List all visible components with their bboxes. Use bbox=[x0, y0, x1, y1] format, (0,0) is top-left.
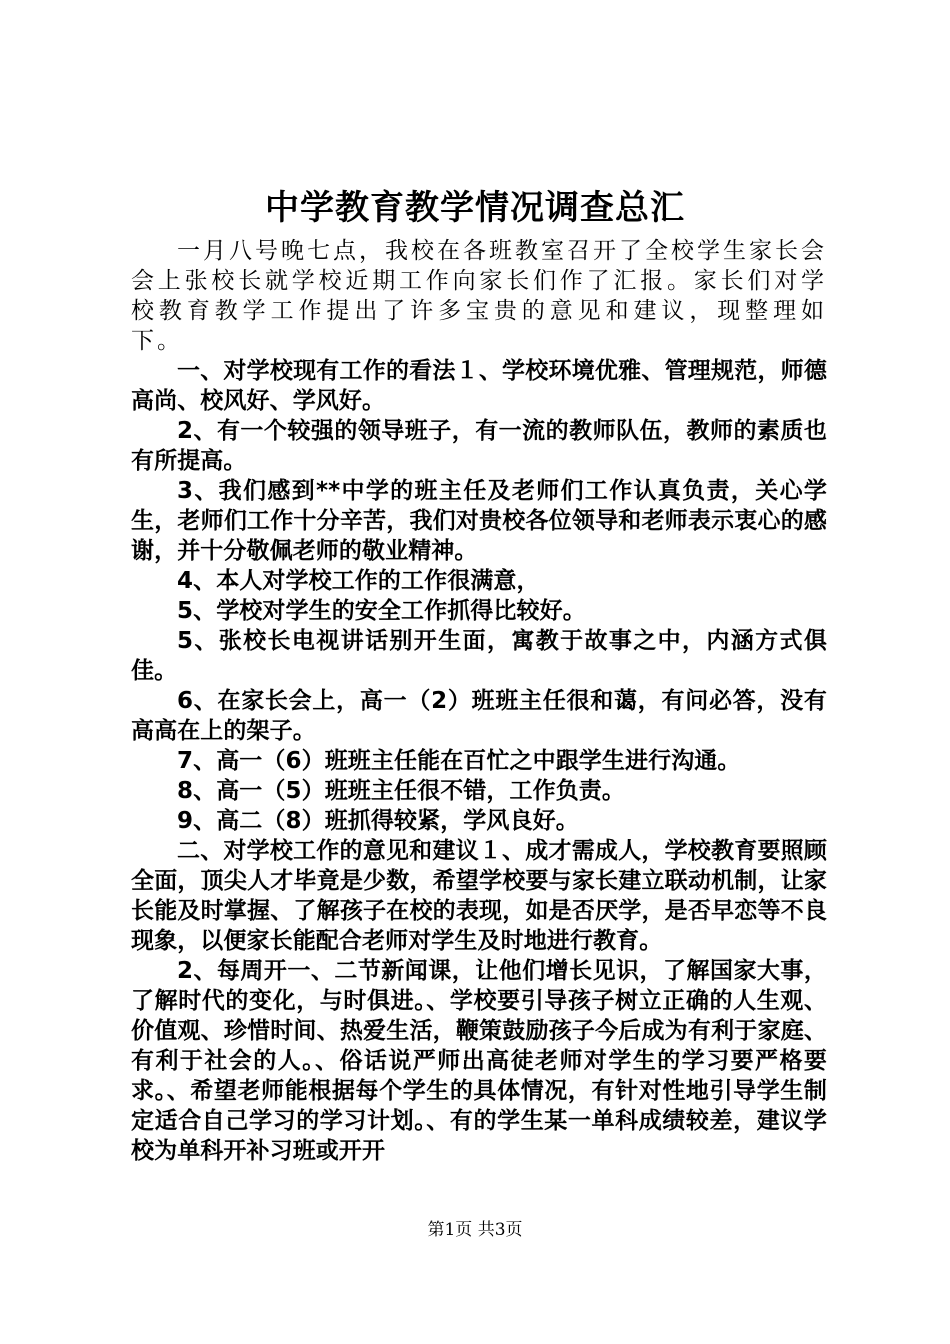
paragraph-item-9: 9、高二（8）班抓得较紧，学风良好。 bbox=[177, 808, 579, 834]
paragraph-section-2-item-2: 2、每周开一、二节新闻课，让他们增长见识，了解国家大事，了解时代的变化，与时俱进。、学校要引导孩子树立正确的人生观、价值观、珍惜时间、热爱生活，鞭策鼓励孩子今后成为有利于家庭、有利于社会的人。、俗话说严师出高徒老师对学生的学习要严格要求。、希望老师能根据每个学生的具体情况，有针对性地引导学生制定适合自己学习的学习计划。、有的学生某一单科成绩较差，建议学校为单科开补习班或开开 bbox=[131, 958, 827, 1164]
paragraph-item-5b: 5、张校长电视讲话别开生面，寓教于故事之中，内涵方式俱佳。 bbox=[131, 628, 827, 684]
document-title: 中学教育教学情况调查总汇 bbox=[265, 188, 685, 228]
paragraph-section-2: 二、对学校工作的意见和建议１、成才需成人，学校教育要照顾全面，顶尖人才毕竟是少数，希望学校要与家长建立联动机制，让家长能及时掌握、了解孩子在校的表现，如是否厌学，是否早恋等不良现象，以便家长能配合老师对学生及时地进行教育。 bbox=[131, 838, 827, 954]
paragraph-item-2: 2、有一个较强的领导班子，有一流的教师队伍，教师的素质也有所提高。 bbox=[131, 418, 827, 474]
paragraph-item-5a: 5、学校对学生的安全工作抓得比较好。 bbox=[177, 598, 586, 624]
paragraph-item-6: 6、在家长会上，高一（2）班班主任很和蔼，有问必答，没有高高在上的架子。 bbox=[131, 688, 827, 744]
paragraph-item-8: 8、高一（5）班班主任很不错，工作负责。 bbox=[177, 778, 626, 804]
paragraph-item-4: 4、本人对学校工作的工作很满意， bbox=[177, 568, 540, 594]
paragraph-section-1: 一、对学校现有工作的看法１、学校环境优雅、管理规范，师德高尚、校风好、学风好。 bbox=[131, 358, 827, 414]
document-body bbox=[131, 236, 827, 1166]
paragraph-item-7: 7、高一（6）班班主任能在百忙之中跟学生进行沟通。 bbox=[177, 748, 741, 774]
paragraph-item-3: 3、我们感到**中学的班主任及老师们工作认真负责，关心学生，老师们工作十分辛苦，我们对贵校各位领导和老师表示衷心的感谢，并十分敬佩老师的敬业精神。 bbox=[131, 478, 827, 564]
page-number-footer: 第1页 共3页 bbox=[427, 1220, 523, 1240]
paragraph-intro: 一月八号晚七点，我校在各班教室召开了全校学生家长会会上张校长就学校近期工作向家长们作了汇报。家长们对学校教育教学工作提出了许多宝贵的意见和建议，现整理如下。 bbox=[131, 238, 827, 354]
